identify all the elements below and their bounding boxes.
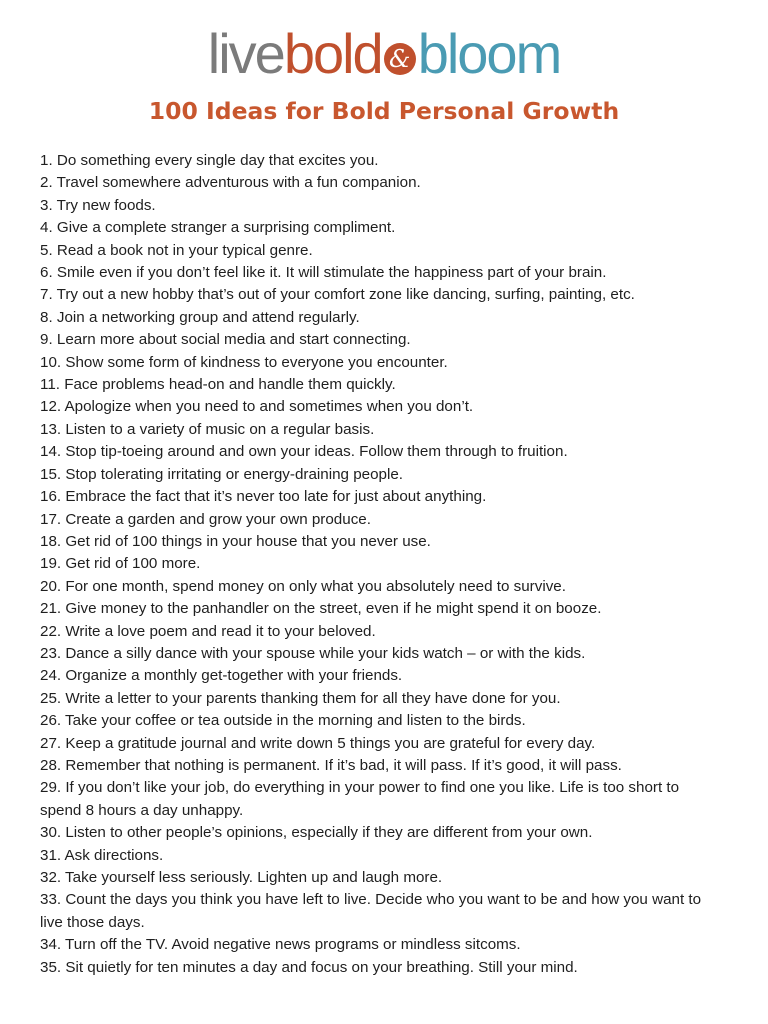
list-item: 8. Join a networking group and attend regularly. [40, 308, 360, 326]
list-item: 24. Organize a monthly get-together with your friends. [40, 667, 403, 685]
ideas-list [40, 150, 720, 979]
list-item: 22. Write a love poem and read it to your beloved. [40, 622, 376, 640]
list-item: 7. Try out a new hobby that’s out of your comfort zone like dancing, surfing, painting, etc. [40, 286, 635, 304]
list-item: 35. Sit quietly for ten minutes a day and focus on your breathing. Still your mind. [40, 958, 578, 976]
list-item: 18. Get rid of 100 things in your house that you never use. [40, 532, 431, 550]
list-item: 21. Give money to the panhandler on the street, even if he might spend it on booze. [40, 600, 602, 618]
list-item: 4. Give a complete stranger a surprising compliment. [40, 219, 396, 237]
logo-text-live: live [207, 22, 284, 85]
list-item: 29. If you don’t like your job, do everything in your power to find one you like. Life is too short to spend 8 hours a day unhappy. [40, 779, 680, 819]
logo-text-bold: bold [283, 22, 382, 85]
list-item: 19. Get rid of 100 more. [40, 555, 201, 573]
list-item: 32. Take yourself less seriously. Lighten up and laugh more. [40, 869, 443, 886]
list-item: 26. Take your coffee or tea outside in the morning and listen to the birds. [40, 712, 526, 730]
list-item: 1. Do something every single day that excites you. [40, 152, 379, 169]
list-item: 3. Try new foods. [40, 196, 156, 214]
list-item: 16. Embrace the fact that it’s never too late for just about anything. [40, 488, 487, 506]
list-item: 14. Stop tip-toeing around and own your ideas. Follow them through to fruition. [40, 443, 568, 461]
list-item: 27. Keep a gratitude journal and write down 5 things you are grateful for every day. [40, 734, 596, 752]
list-item: 31. Ask directions. [40, 846, 164, 864]
list-item: 20. For one month, spend money on only what you absolutely need to survive. [40, 577, 566, 595]
list-item: 10. Show some form of kindness to everyone you encounter. [40, 353, 448, 371]
list-item: 25. Write a letter to your parents thanking them for all they have done for you. [40, 689, 561, 707]
logo-text-bloom: bloom [417, 22, 561, 85]
list-item: 28. Remember that nothing is permanent. If it’s bad, it will pass. If it’s good, it will pass. [40, 756, 622, 774]
list-item: 9. Learn more about social media and start connecting. [40, 331, 411, 349]
brand-logo [0, 22, 768, 87]
list-item: 12. Apologize when you need to and sometimes when you don’t. [40, 398, 474, 416]
list-item: 15. Stop tolerating irritating or energy-draining people. [40, 465, 404, 483]
page-title: 100 Ideas for Bold Personal Growth [148, 97, 620, 125]
list-item: 13. Listen to a variety of music on a regular basis. [40, 420, 375, 438]
list-item: 30. Listen to other people’s opinions, especially if they are different from your own. [40, 824, 593, 842]
list-item: 6. Smile even if you don’t feel like it. It will stimulate the happiness part of your brain. [40, 264, 607, 282]
list-item: 11. Face problems head-on and handle them quickly. [40, 376, 396, 394]
list-item: 5. Read a book not in your typical genre. [40, 241, 313, 259]
list-item: 17. Create a garden and grow your own produce. [40, 510, 371, 528]
list-item: 34. Turn off the TV. Avoid negative news programs or mindless sitcoms. [40, 936, 521, 954]
list-item: 23. Dance a silly dance with your spouse while your kids watch – or with the kids. [40, 644, 586, 662]
logo-ampersand-badge: & [384, 43, 416, 75]
list-item: 2. Travel somewhere adventurous with a fun companion. [40, 174, 421, 192]
list-item: 33. Count the days you think you have left to live. Decide who you want to be and how you want to live those days. [40, 891, 702, 931]
